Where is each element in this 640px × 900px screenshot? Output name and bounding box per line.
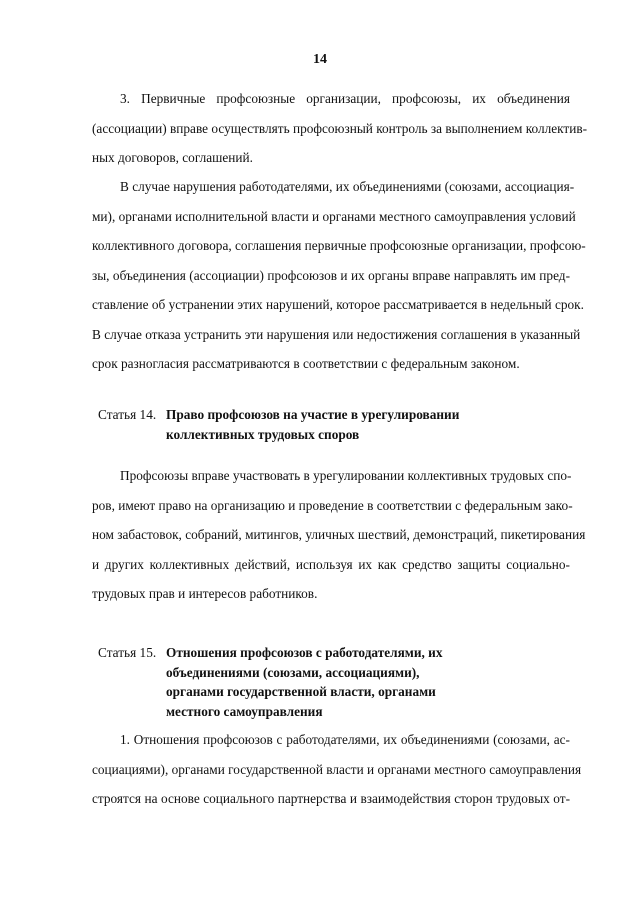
article-15-title-continued: объединениями (союзами, ассоциациями), (166, 664, 420, 680)
text-line: ставление об устранении этих нарушений, которое рассматривается в недельный срок. (92, 297, 584, 312)
text-line: 1. Отношения профсоюзов с работодателями, их объединениями (союзами, ас- (120, 732, 570, 747)
paragraph-3-monitoring (92, 84, 588, 173)
article-15-title-continued: органами государственной власти, органами (166, 684, 436, 699)
text-line: (ассоциации) вправе осуществлять профсоюзный контроль за выполнением коллектив- (92, 120, 588, 136)
text-line: ров, имеют право на организацию и проведение в соответствии с федеральным зако- (92, 497, 573, 513)
article-14-label: Статья 14. (98, 407, 157, 422)
text-line: социациями), органами государственной власти и органами местного самоуправления (92, 761, 582, 777)
text-line: и других коллективных действий, используя их как средство защиты социально- (92, 556, 570, 572)
article-14-title-continued: коллективных трудовых споров (166, 426, 360, 442)
text-line: Профсоюзы вправе участвовать в урегулировании коллективных трудовых спо- (120, 468, 572, 483)
text-line: коллективного договора, соглашения первичные профсоюзные организации, профсою- (92, 238, 586, 253)
text-line: В случае отказа устранить эти нарушения или недостижения соглашения в указанный (92, 326, 581, 342)
text-line: В случае нарушения работодателями, их объединениями (союзами, ассоциация- (120, 179, 575, 194)
article-14-heading (98, 405, 459, 444)
page-number: 14 (313, 52, 327, 67)
text-line: 3. Первичные профсоюзные организации, профсоюзы, их объединения (120, 91, 570, 106)
article-15-label: Статья 15. (98, 645, 157, 660)
article-14-title: Право профсоюзов на участие в урегулировании (166, 407, 460, 422)
paragraph-15-1-relations (92, 725, 582, 814)
article-15-title-line (98, 643, 443, 663)
text-line: ном забастовок, собраний, митингов, уличных шествий, демонстраций, пикетирования (92, 527, 586, 542)
text-line: срок разногласия рассматриваются в соответствии с федеральным законом. (92, 356, 520, 371)
article-15-title-continued: местного самоуправления (166, 703, 323, 719)
article-14-title-line (98, 405, 459, 425)
text-line: трудовых прав и интересов работников. (92, 586, 318, 601)
paragraph-violations (92, 172, 586, 379)
article-15-heading (98, 643, 443, 721)
text-line: ных договоров, соглашений. (92, 150, 253, 165)
article-15-title: Отношения профсоюзов с работодателями, их (166, 645, 443, 660)
text-line: ми), органами исполнительной власти и органами местного самоуправления условий (92, 208, 576, 224)
paragraph-collective-disputes (92, 461, 586, 609)
text-line: строятся на основе социального партнерства и взаимодействия сторон трудовых от- (92, 791, 570, 806)
text-line: зы, объединения (ассоциации) профсоюзов и их органы вправе направлять им пред- (92, 267, 570, 283)
